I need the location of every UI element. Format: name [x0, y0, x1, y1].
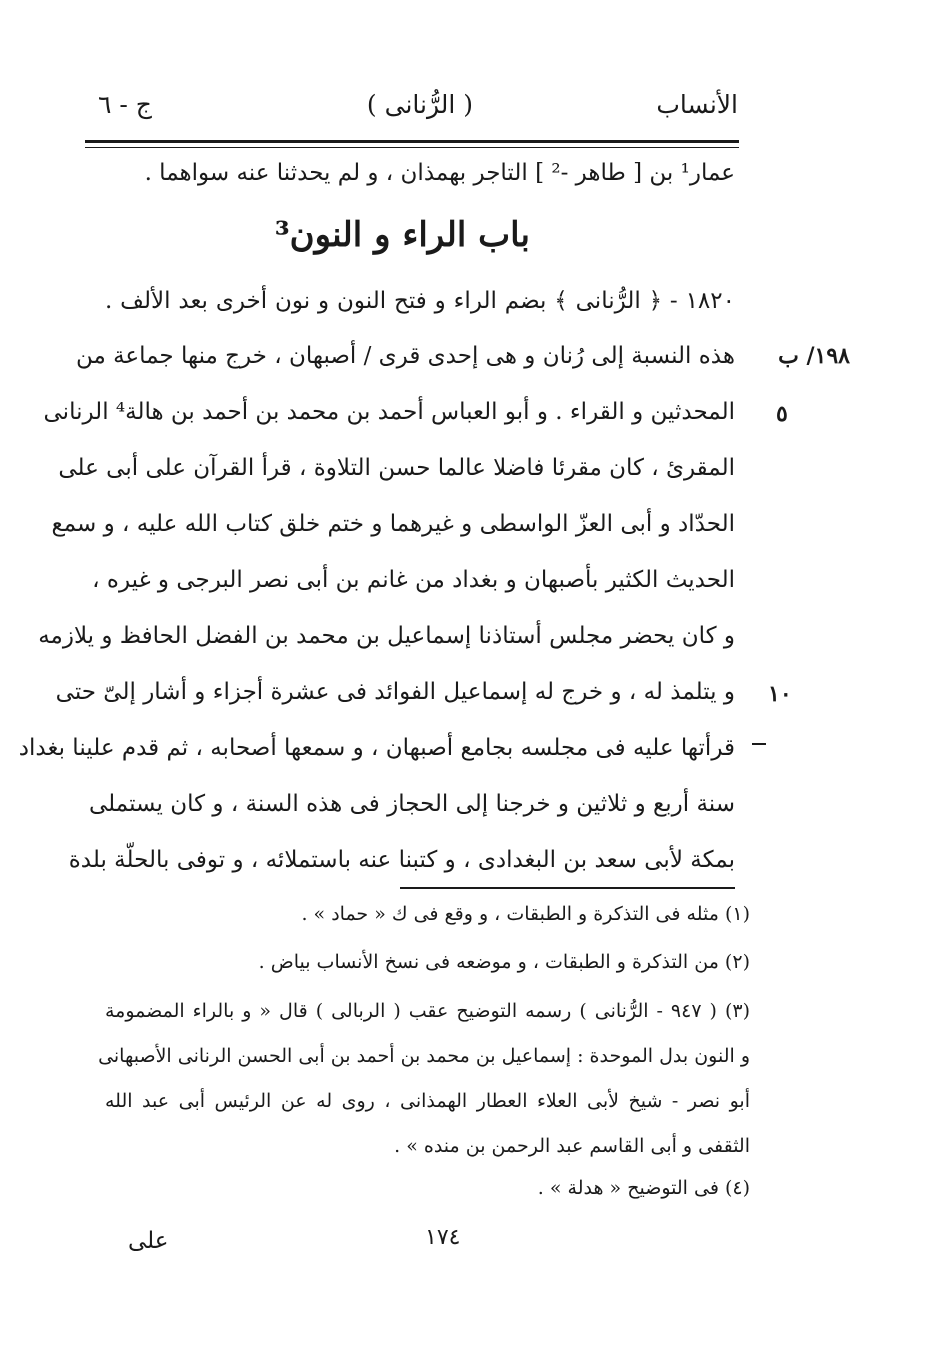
header-volume: ج - ٦ — [98, 90, 152, 119]
body-line-8: و يتلمذ له ، و خرج له إسماعيل الفوائد فى عشرة أجزاء و أشار إلىّ حتى — [55, 679, 735, 705]
body-line-2: هذه النسبة إلى رُنان و هى إحدى قرى / أصبهان ، خرج منها جماعة من — [75, 343, 735, 369]
margin-line-number-5: ٥ — [776, 401, 788, 427]
body-line-10: سنة أربع و ثلاثين و خرجنا إلى الحجاز فى هذه السنة ، و كان يستملى — [89, 791, 735, 817]
footnote-separator — [400, 887, 735, 889]
body-line-4: المقرئ ، كان مقرئا فاضلا عالما حسن التلاوة ، قرأ القرآن على أبى على — [58, 455, 735, 481]
header-book-title: الأنساب — [656, 90, 738, 119]
margin-dash-mark — [752, 743, 766, 745]
footnote-3-line-2: و النون بدل الموحدة : إسماعيل بن محمد بن أحمد بن أبى الحسن الرنانى الأصبهانى — [98, 1045, 750, 1067]
body-line-7: و كان يحضر مجلس أستاذنا إسماعيل بن محمد بن الفضل الحافظ و يلازمه — [38, 623, 735, 649]
header-rule-thick — [85, 140, 739, 143]
footnote-1: (١) مثله فى التذكرة و الطبقات ، و وقع فى ك « حماد » . — [301, 903, 750, 925]
body-line-9: قرأتها عليه فى مجلسه بجامع أصبهان ، و سمعها أصحابه ، ثم قدم علينا بغداد — [18, 735, 735, 761]
footnote-3-line-3: أبو نصر - شيخ لأبى العلاء العطار الهمذانى ، روى له عن الرئيس أبى عبد الله — [105, 1090, 750, 1112]
body-line-11: بمكة لأبى سعد بن البغدادى ، و كتبنا عنه باستملائه ، و توفى بالحلّة بلدة — [68, 847, 735, 873]
margin-line-number-10: ١٠ — [768, 681, 792, 707]
footnote-2: (٢) من التذكرة و الطبقات ، و موضعه فى نسخ الأنساب بياض . — [258, 951, 750, 973]
footnote-3-line-1: (٣) ( ٩٤٧ - الرُّنانى ) رسمه التوضيح عقب ( الربالى ) قال « و بالراء المضمومة — [105, 1000, 750, 1022]
continuation-line: عمار¹ بن [ طاهر -² ] التاجر بهمذان ، و لم يحدثنا عنه سواهما . — [144, 160, 735, 186]
body-line-6: الحديث الكثير بأصبهان و بغداد من غانم بن أبى نصر البرجى و غيره ، — [92, 567, 735, 593]
catchword: على — [128, 1228, 169, 1254]
body-line-5: الحدّاد و أبى العزّ الواسطى و غيرهما و ختم خلق كتاب الله عليه ، و سمع — [51, 511, 735, 537]
section-title: باب الراء و النون³ — [274, 215, 530, 255]
page-number: ١٧٤ — [425, 1225, 461, 1250]
body-line-3: المحدثين و القراء . و أبو العباس أحمد بن محمد بن أحمد بن هالة⁴ الرنانى — [43, 399, 735, 425]
header-rule-thin — [85, 147, 739, 148]
footnote-4: (٤) فى التوضيح « هدلة » . — [537, 1177, 750, 1199]
margin-folio-mark: ١٩٨/ ب — [778, 343, 850, 369]
footnote-3-line-4: الثقفى و أبى القاسم عبد الرحمن بن منده » . — [394, 1135, 750, 1157]
body-line-1: ١٨٢٠ - ﴿ الرُّنانى ﴾ بضم الراء و فتح النون و نون أخرى بعد الألف . — [105, 288, 735, 314]
header-entry-title: ( الرُّنانى ) — [366, 90, 474, 119]
